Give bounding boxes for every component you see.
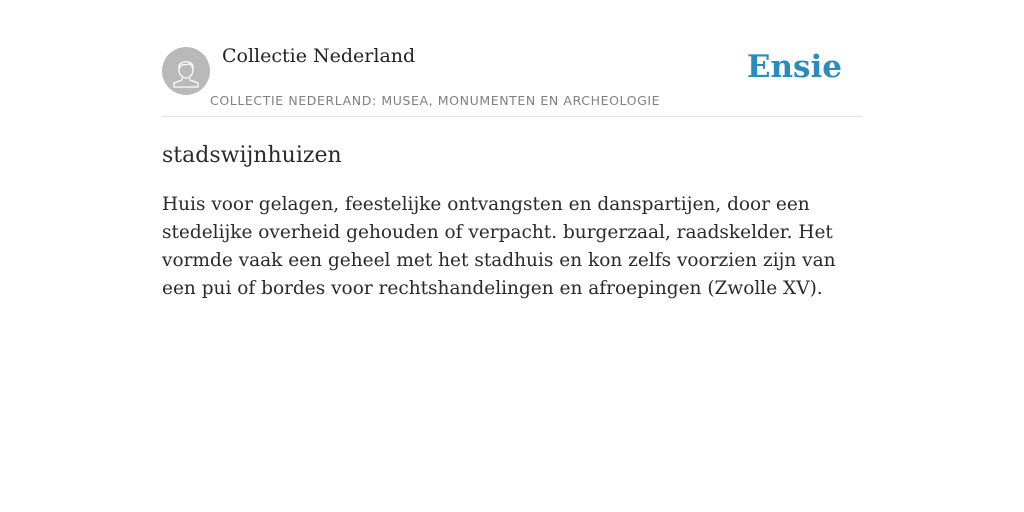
author-name[interactable]: Collectie Nederland bbox=[222, 45, 416, 67]
user-silhouette-icon bbox=[162, 47, 210, 95]
entry-definition: Huis voor gelagen, feestelijke ontvangsten en danspartijen, door een stedelijke overheid gehouden of verpacht. burgerzaal, raadskelder. Het vormde vaak een geheel met het stadhuis en kon zelfs voorzien zijn van een pui of bordes voor rechtshandelingen en afroepingen (Zwolle XV). bbox=[162, 194, 836, 299]
source-label[interactable]: COLLECTIE NEDERLAND: MUSEA, MONUMENTEN EN ARCHEOLOGIE bbox=[210, 93, 661, 108]
header bbox=[162, 0, 862, 117]
page bbox=[162, 0, 862, 303]
brand-logo[interactable]: Ensie bbox=[746, 49, 842, 85]
avatar[interactable] bbox=[162, 47, 210, 95]
entry-term: stadswijnhuizen bbox=[162, 143, 342, 168]
